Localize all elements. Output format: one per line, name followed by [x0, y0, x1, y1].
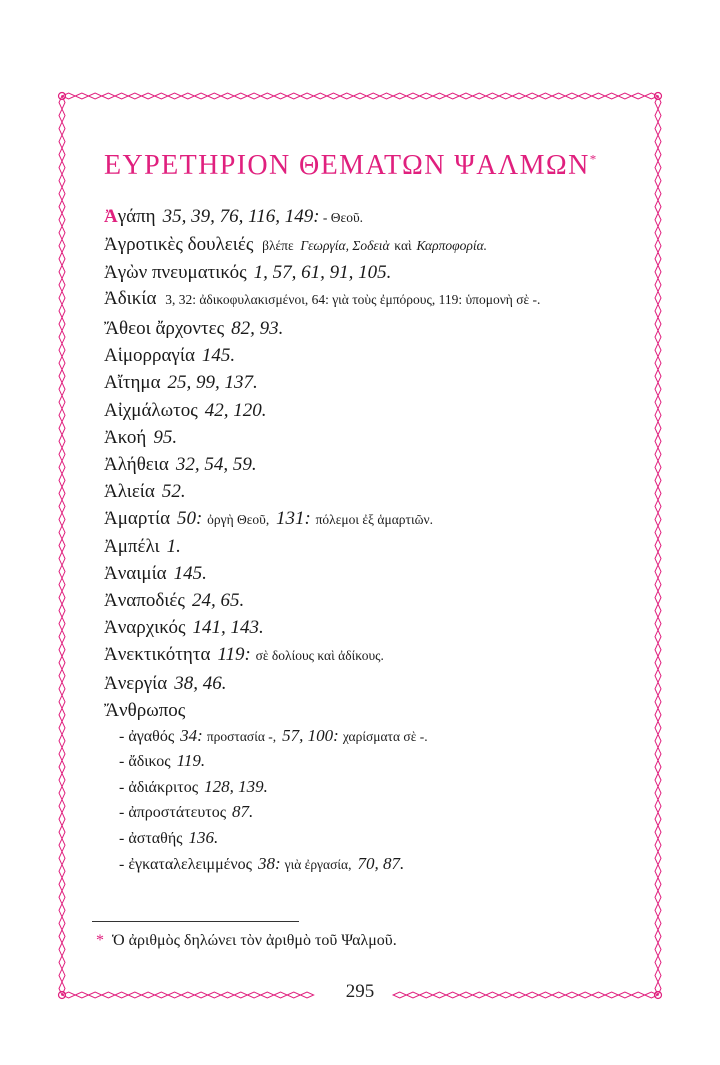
border-link: [579, 93, 592, 99]
border-link: [655, 643, 661, 656]
border-link: [221, 93, 234, 99]
border-link: [247, 93, 260, 99]
border-link: [655, 539, 661, 552]
footnote: [96, 932, 397, 950]
border-link: [59, 617, 65, 630]
border-link: [655, 461, 661, 474]
index-entry: Ἀναιμία 145.: [104, 563, 207, 585]
border-link: [287, 93, 300, 99]
border-link: [433, 93, 446, 99]
index-entry: Αἴτημα 25, 99, 137.: [104, 372, 258, 394]
border-link: [655, 891, 661, 904]
border-link: [59, 396, 65, 409]
border-link: [59, 500, 65, 513]
border-link: [59, 852, 65, 865]
border-link: [234, 93, 247, 99]
border-link: [59, 409, 65, 422]
border-link: [406, 93, 419, 99]
border-link: [655, 526, 661, 539]
border-link: [59, 174, 65, 187]
border-link: [655, 695, 661, 708]
border-link: [59, 774, 65, 787]
border-link: [655, 409, 661, 422]
border-link: [59, 435, 65, 448]
border-link: [655, 878, 661, 891]
footnote-text: Ὁ ἀριθμὸς δηλώνει τὸν ἀριθμὸ τοῦ Ψαλμοῦ.: [112, 932, 397, 949]
border-link: [655, 200, 661, 213]
border-link: [59, 656, 65, 669]
border-link: [655, 239, 661, 252]
index-entry: Ἁμαρτία 50: ὀργὴ Θεοῦ, 131: πόλεμοι ἐξ ἁμαρτιῶν.: [104, 507, 433, 529]
border-link: [655, 161, 661, 174]
border-link: [655, 213, 661, 226]
border-link: [655, 708, 661, 721]
border-link: [655, 917, 661, 930]
border-link: [59, 422, 65, 435]
border-link: [59, 630, 65, 643]
border-link: [102, 93, 115, 99]
border-link: [88, 93, 101, 99]
border-link: [446, 93, 459, 99]
index-entry: Ἀδικία 3, 32: ἀδικοφυλακισμένοι, 64: γιὰ τοὺς ἐμπόρους, 119: ὑπομονὴ σὲ -.: [104, 288, 541, 310]
border-link: [59, 643, 65, 656]
border-link: [59, 682, 65, 695]
border-link: [59, 161, 65, 174]
index-entry: Ἀγροτικὲς δουλειές βλέπε Γεωργία, Σοδειὰ καὶ Καρποφορία.: [104, 234, 488, 256]
border-link: [59, 213, 65, 226]
index-entry: Ἄνθρωπος: [104, 699, 186, 721]
index-subentry: - ἐγκαταλελειμμένος 38: γιὰ ἐργασία, 70, 87.: [119, 853, 405, 873]
border-link: [59, 122, 65, 135]
border-link: [353, 93, 366, 99]
page-title: ΕΥΡΕΤΗΡΙΟΝ ΘΕΜΑΤΩΝ ΨΑΛΜΩΝ*: [104, 150, 597, 181]
border-link: [473, 93, 486, 99]
border-link: [128, 93, 141, 99]
border-link: [655, 904, 661, 917]
border-link: [327, 93, 340, 99]
border-link: [655, 956, 661, 969]
border-link: [655, 682, 661, 695]
border-link: [59, 943, 65, 956]
border-link: [655, 552, 661, 565]
border-link: [59, 474, 65, 487]
border-link: [380, 93, 393, 99]
border-link: [59, 487, 65, 500]
border-link: [300, 93, 313, 99]
border-link: [420, 93, 433, 99]
border-link: [655, 774, 661, 787]
border-link: [655, 747, 661, 760]
border-link: [539, 93, 552, 99]
border-link: [655, 265, 661, 278]
border-link: [655, 865, 661, 878]
border-link: [655, 617, 661, 630]
index-subentry: - ἀγαθός 34: προστασία -, 57, 100: χαρίσματα σὲ -.: [119, 725, 428, 745]
index-entries: [104, 203, 624, 877]
border-link: [655, 500, 661, 513]
border-link: [59, 747, 65, 760]
border-link: [655, 278, 661, 291]
footnote-divider: [92, 921, 299, 922]
index-entry: Ἀγάπη 35, 39, 76, 116, 149: - Θεοῦ.: [104, 206, 364, 227]
index-entry: Ἀμπέλι 1.: [104, 536, 181, 558]
border-link: [655, 760, 661, 773]
border-link: [59, 304, 65, 317]
index-subentry: - ἀδιάκριτος 128, 139.: [119, 776, 268, 796]
border-link: [59, 813, 65, 826]
border-link: [655, 787, 661, 800]
border-link: [552, 93, 565, 99]
border-link: [59, 317, 65, 330]
border-link: [632, 93, 645, 99]
border-link: [59, 956, 65, 969]
border-link: [655, 656, 661, 669]
border-link: [655, 721, 661, 734]
index-entry: Ἄθεοι ἄρχοντες 82, 93.: [104, 318, 284, 340]
border-link: [645, 93, 658, 99]
border-link: [59, 760, 65, 773]
index-entry: Ἀλήθεια 32, 54, 59.: [104, 453, 257, 475]
border-link: [655, 148, 661, 161]
border-link: [59, 109, 65, 122]
border-link: [655, 422, 661, 435]
border-link: [526, 93, 539, 99]
border-link: [59, 839, 65, 852]
border-link: [59, 331, 65, 344]
border-link: [59, 878, 65, 891]
border-link: [655, 604, 661, 617]
border-link: [59, 226, 65, 239]
border-link: [59, 539, 65, 552]
border-link: [115, 93, 128, 99]
border-link: [605, 93, 618, 99]
border-link: [655, 344, 661, 357]
border-link: [59, 552, 65, 565]
border-link: [655, 591, 661, 604]
border-link: [592, 93, 605, 99]
border-link: [59, 721, 65, 734]
border-link: [59, 578, 65, 591]
border-link: [655, 813, 661, 826]
border-link: [141, 93, 154, 99]
border-link: [181, 93, 194, 99]
border-link: [655, 669, 661, 682]
border-link: [655, 122, 661, 135]
border-link: [274, 93, 287, 99]
border-link: [59, 591, 65, 604]
border-link: [393, 93, 406, 99]
index-subentry: - ἀσταθής 136.: [119, 828, 219, 848]
border-link: [59, 787, 65, 800]
border-link: [655, 435, 661, 448]
border-link: [261, 93, 274, 99]
border-link: [655, 734, 661, 747]
border-link: [59, 930, 65, 943]
border-link: [655, 630, 661, 643]
border-link: [59, 187, 65, 200]
border-link: [655, 487, 661, 500]
index-entry: Ἀναποδιές 24, 65.: [104, 590, 245, 612]
border-link: [655, 187, 661, 200]
border-link: [59, 357, 65, 370]
border-link: [655, 383, 661, 396]
border-link: [655, 448, 661, 461]
border-link: [59, 448, 65, 461]
index-entry: Ἁλιεία 52.: [104, 480, 186, 502]
index-subentry: - ἄδικος 119.: [119, 751, 206, 771]
border-link: [59, 96, 65, 109]
border-link: [59, 278, 65, 291]
border-link: [59, 826, 65, 839]
border-link: [59, 669, 65, 682]
border-link: [59, 461, 65, 474]
index-entry: Ἀνεργία 38, 46.: [104, 672, 227, 694]
border-link: [59, 604, 65, 617]
border-link: [59, 135, 65, 148]
border-link: [655, 331, 661, 344]
index-entry: Ἀκοή 95.: [104, 426, 178, 448]
border-link: [655, 174, 661, 187]
border-link: [367, 93, 380, 99]
border-link: [655, 304, 661, 317]
border-link: [59, 370, 65, 383]
index-entry: Ἀγὼν πνευματικός 1, 57, 61, 91, 105.: [104, 262, 392, 284]
border-link: [459, 93, 472, 99]
border-link: [59, 891, 65, 904]
border-link: [59, 252, 65, 265]
border-link: [512, 93, 525, 99]
border-link: [655, 943, 661, 956]
border-link: [59, 565, 65, 578]
border-link: [655, 291, 661, 304]
border-link: [655, 357, 661, 370]
border-link: [194, 93, 207, 99]
border-link: [59, 265, 65, 278]
border-link: [59, 344, 65, 357]
page-number: 295: [0, 981, 720, 1003]
border-link: [75, 93, 88, 99]
border-link: [208, 93, 221, 99]
border-link: [59, 239, 65, 252]
border-link: [499, 93, 512, 99]
border-link: [655, 565, 661, 578]
footnote-mark: *: [96, 932, 104, 949]
border-link: [59, 526, 65, 539]
border-link: [655, 852, 661, 865]
border-link: [618, 93, 631, 99]
border-link: [59, 865, 65, 878]
border-link: [340, 93, 353, 99]
border-link: [655, 317, 661, 330]
border-link: [655, 839, 661, 852]
border-link: [59, 200, 65, 213]
index-entry: Ἀνεκτικότητα 119: σὲ δολίους καὶ ἀδίκους.: [104, 644, 384, 666]
index-entry: Αἱμορραγία 145.: [104, 345, 236, 367]
border-link: [59, 917, 65, 930]
border-link: [655, 826, 661, 839]
title-footnote-mark: *: [589, 151, 597, 167]
border-link: [655, 930, 661, 943]
border-link: [655, 513, 661, 526]
border-link: [655, 109, 661, 122]
border-link: [655, 474, 661, 487]
border-link: [655, 800, 661, 813]
border-link: [655, 252, 661, 265]
index-entry: Αἰχμάλωτος 42, 120.: [104, 399, 267, 421]
border-link: [59, 708, 65, 721]
border-link: [486, 93, 499, 99]
border-link: [59, 291, 65, 304]
border-link: [59, 904, 65, 917]
border-link: [155, 93, 168, 99]
border-link: [59, 800, 65, 813]
border-link: [655, 578, 661, 591]
border-link: [655, 135, 661, 148]
border-link: [655, 370, 661, 383]
border-link: [168, 93, 181, 99]
index-entry: Ἀναρχικός 141, 143.: [104, 617, 264, 639]
border-link: [655, 226, 661, 239]
border-link: [59, 383, 65, 396]
border-link: [59, 148, 65, 161]
border-link: [59, 695, 65, 708]
border-link: [59, 513, 65, 526]
border-link: [655, 396, 661, 409]
index-subentry: - ἀπροστάτευτος 87.: [119, 802, 254, 822]
border-link: [314, 93, 327, 99]
border-link: [655, 96, 661, 109]
border-link: [59, 734, 65, 747]
border-link: [62, 93, 75, 99]
border-link: [565, 93, 578, 99]
